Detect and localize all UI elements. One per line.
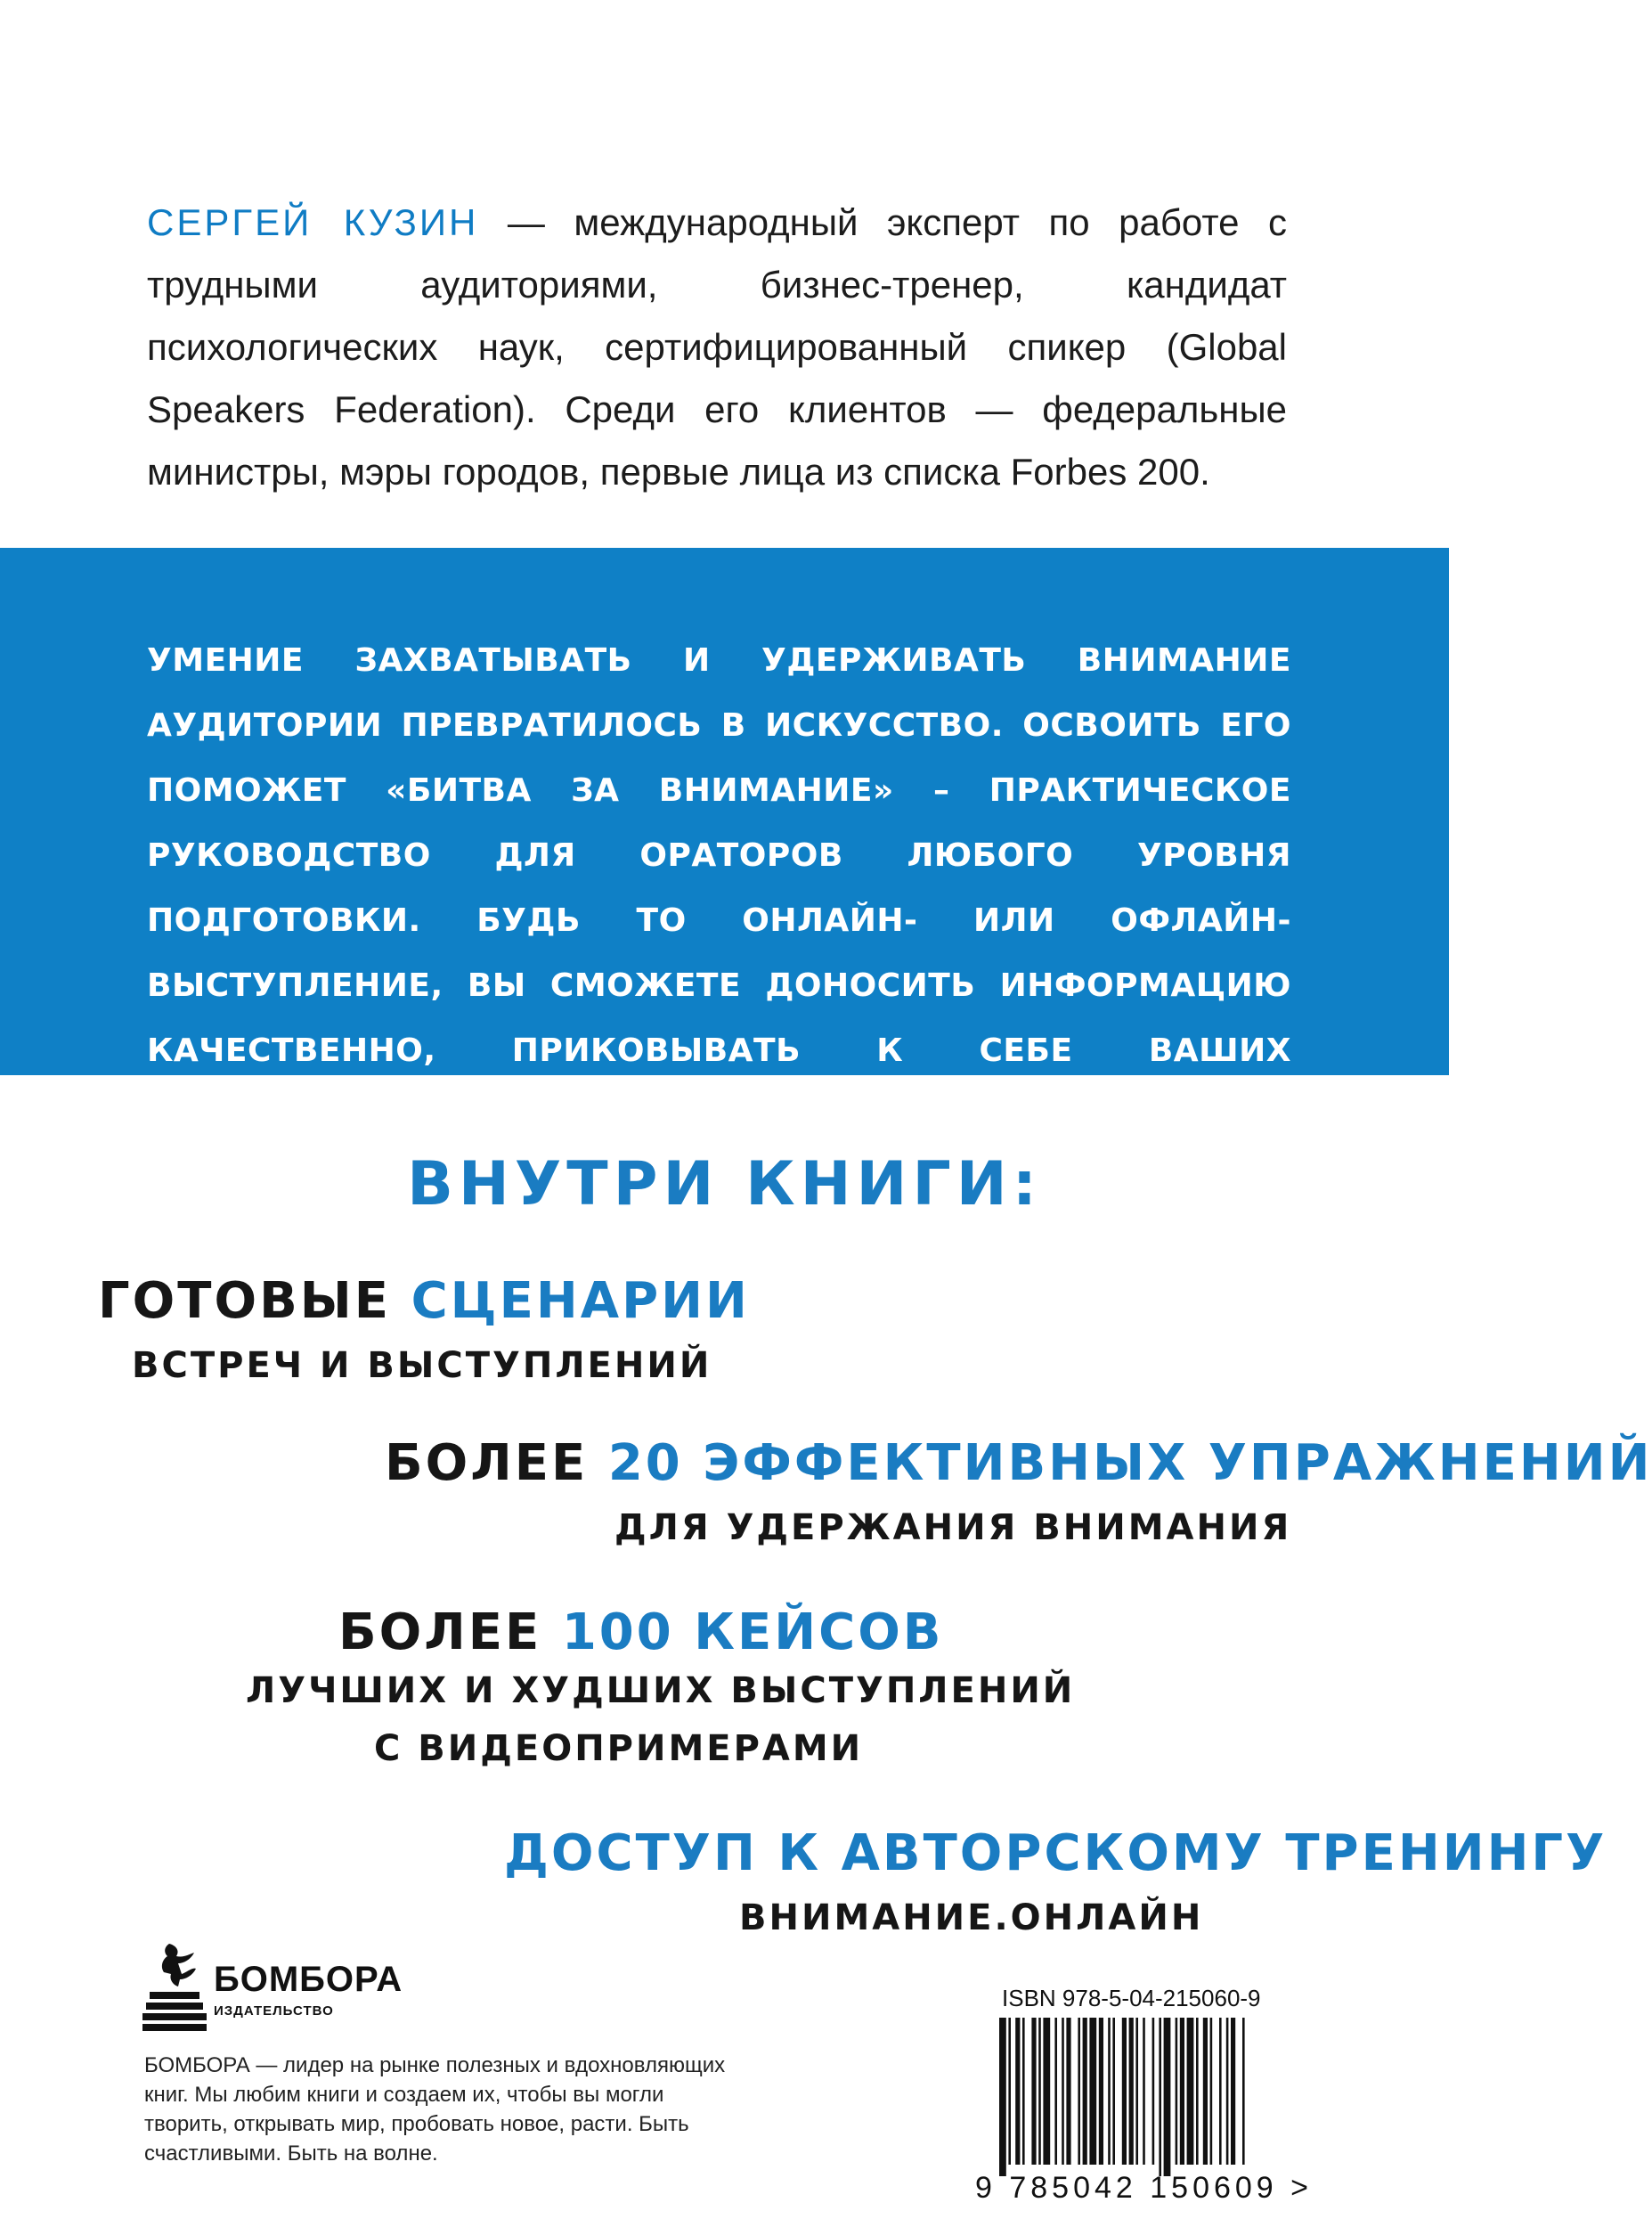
publisher-description: БОМБОРА — лидер на рынке полезных и вдохновляющих книг. Мы любим книги и создаем их, чтобы вы могли творить, открывать мир, пробовать новое, расти. Быть счастливыми. Быть на волне. [144, 2053, 726, 2166]
bombora-logo-icon [142, 1940, 209, 2034]
item3-accent: 100 КЕЙСОВ [561, 1603, 944, 1661]
item1-sub: ВСТРЕЧ И ВЫСТУПЛЕНИЙ [132, 1345, 712, 1386]
item3-sub2: С ВИДЕОПРИМЕРАМИ [374, 1728, 864, 1769]
item1-lead: ГОТОВЫЕ [98, 1272, 392, 1330]
blurb-text: УМЕНИЕ ЗАХВАТЫВАТЬ И УДЕРЖИВАТЬ ВНИМАНИЕ АУДИТОРИИ ПРЕВРАТИЛОСЬ В ИСКУССТВО. ОСВОИТЬ ЕГО ПОМОЖЕТ «БИТВА ЗА ВНИМАНИЕ» – ПРАКТИЧЕСКОЕ РУКОВОДСТВО ДЛЯ ОРАТОРОВ ЛЮБОГО УРОВНЯ ПОДГОТОВКИ. БУДЬ ТО ОНЛАЙН- ИЛИ ОФЛАЙН-ВЫСТУПЛЕНИЕ, ВЫ СМОЖЕТЕ ДОНОСИТЬ ИНФОРМАЦИЮ КАЧЕСТВЕННО, ПРИКОВЫВАТЬ К СЕБЕ ВАШИХ СЛУШАТЕЛЕЙ И ДОБИВАТЬСЯ ЖЕЛАЕМОГО. [147, 642, 1291, 1134]
blurb-band [0, 548, 1449, 1134]
author-name: СЕРГЕЙ КУЗИН [147, 201, 479, 243]
barcode-icon [997, 2018, 1322, 2196]
author-bio-text: — международный эксперт по работе с трудными аудиториями, бизнес-тренер, кандидат психологических наук, сертифицированный спикер (Global Speakers Federation). Среди его клиентов — федеральные министры, мэры городов, первые лица из списка Forbes 200. [147, 201, 1287, 493]
logo-name: БОМБОРА [214, 1960, 403, 1999]
logo-subtitle: ИЗДАТЕЛЬСТВО [214, 2003, 334, 2019]
item2-lead: БОЛЕЕ [385, 1434, 589, 1492]
item3-lead: БОЛЕЕ [338, 1603, 542, 1661]
isbn-label: ISBN 978-5-04-215060-9 [1002, 1985, 1261, 2011]
author-bio [147, 192, 1287, 503]
item4-accent: ДОСТУП К АВТОРСКОМУ ТРЕНИНГУ [504, 1824, 1607, 1882]
item3-sub1: ЛУЧШИХ И ХУДШИХ ВЫСТУПЛЕНИЙ [246, 1670, 1076, 1711]
barcode-digits: 9 785042 150609 > [975, 2171, 1314, 2205]
item1-accent: СЦЕНАРИИ [411, 1272, 750, 1330]
item4-sub: ВНИМАНИЕ.ОНЛАЙН [739, 1897, 1204, 1938]
inside-heading: ВНУТРИ КНИГИ: [407, 1149, 1042, 1220]
item2-accent: 20 ЭФФЕКТИВНЫХ УПРАЖНЕНИЙ [607, 1434, 1652, 1492]
item2-sub: ДЛЯ УДЕРЖАНИЯ ВНИМАНИЯ [614, 1507, 1292, 1548]
publisher-logo [142, 1940, 410, 2034]
